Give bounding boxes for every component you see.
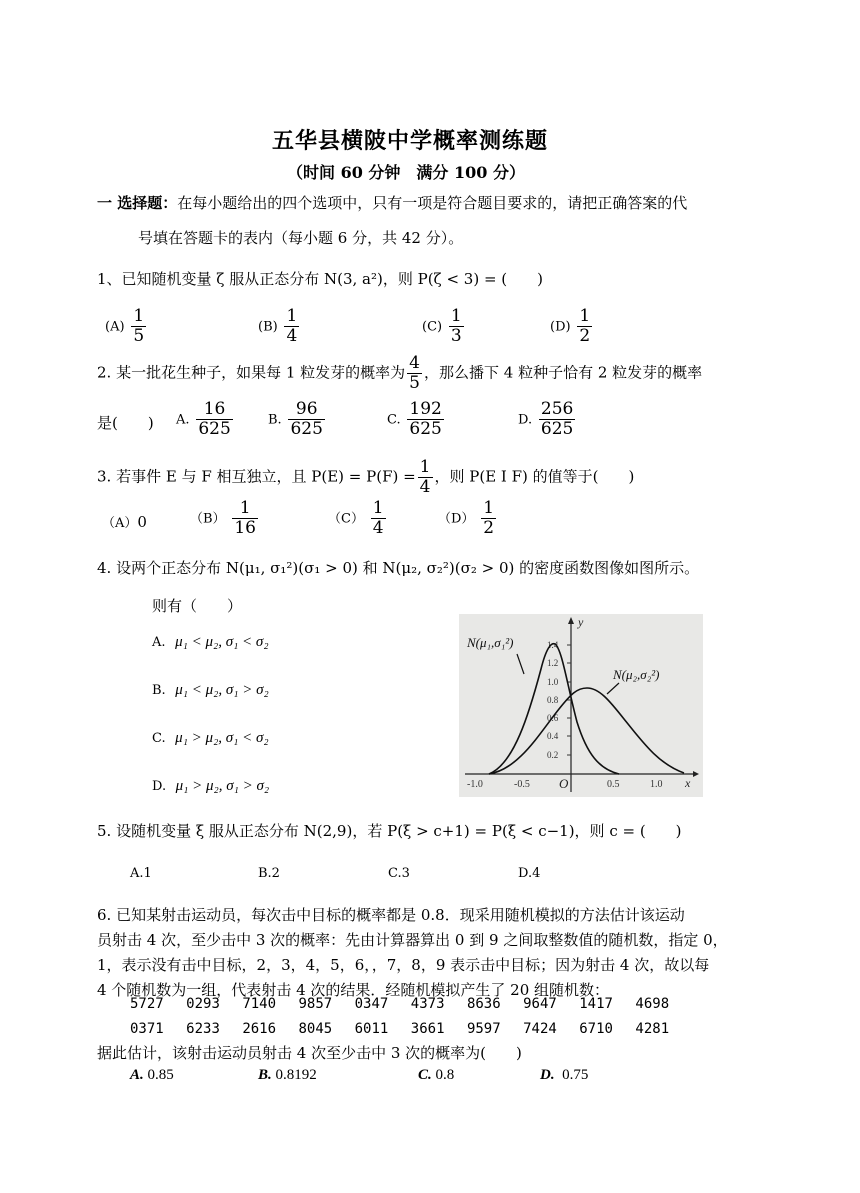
option-label: B. bbox=[152, 683, 166, 698]
x-tick-label: 1.0 bbox=[650, 779, 663, 790]
curve-1-pointer bbox=[517, 654, 524, 674]
y-tick-label: 0.8 bbox=[547, 695, 559, 705]
y-tick-label: 1.0 bbox=[547, 677, 559, 687]
question-4-text: 4. 设两个正态分布 N(μ₁, σ₁²)(σ₁ > 0) 和 N(μ₂, σ₂²)(σ₂ > 0) 的密度函数图像如图所示。 bbox=[97, 559, 700, 577]
curve-2-pointer bbox=[607, 683, 619, 694]
curve-2 bbox=[489, 688, 684, 774]
curve-1-label: N(μ₁,σ₁²) bbox=[467, 635, 514, 650]
option-label: D. bbox=[518, 412, 533, 428]
section-heading bbox=[97, 193, 687, 213]
q3-option-c[interactable] bbox=[328, 499, 388, 538]
fraction: $\frac{4}{5}$ bbox=[409, 353, 420, 393]
question-4-prompt: 则有（ ） bbox=[152, 597, 243, 615]
q5-option-c[interactable]: C.3 bbox=[388, 866, 410, 881]
option-label: A. bbox=[176, 412, 190, 428]
fraction: $\frac{192}{625}$ bbox=[409, 399, 442, 439]
option-label: (D) bbox=[550, 319, 571, 335]
curve-2-label: N(μ₂,σ₂²) bbox=[613, 667, 660, 682]
option-label: D. bbox=[152, 779, 167, 794]
q1-option-d[interactable] bbox=[550, 307, 594, 346]
q2-option-b[interactable] bbox=[268, 400, 327, 439]
y-tick-label: 1.4 bbox=[547, 640, 559, 650]
q3-option-d[interactable] bbox=[438, 499, 498, 538]
option-label: (A) bbox=[105, 319, 125, 335]
q5-option-d[interactable]: D.4 bbox=[518, 866, 541, 881]
question-3-text bbox=[97, 458, 634, 497]
x-axis-arrow bbox=[693, 771, 699, 777]
q5-option-a[interactable]: A.1 bbox=[130, 866, 152, 881]
option-label: （C） bbox=[328, 511, 364, 527]
option-label: （B） bbox=[190, 511, 226, 527]
q3-option-a[interactable] bbox=[102, 512, 147, 534]
option-value: μ₁ < μ₂, σ₁ < σ₂ bbox=[175, 634, 269, 650]
q3-option-b[interactable] bbox=[190, 499, 260, 538]
fraction: $\frac{256}{625}$ bbox=[540, 399, 574, 439]
question-2-stem: 是( ) bbox=[97, 414, 154, 432]
q2-text-a: 2. 某一批花生种子，如果每 1 粒发芽的概率为 bbox=[97, 363, 406, 382]
y-tick-label: 0.6 bbox=[547, 713, 559, 723]
q2-option-d[interactable] bbox=[518, 400, 577, 439]
y-axis-label: y bbox=[578, 615, 584, 629]
option-label: A. bbox=[152, 635, 166, 650]
x-tick-label: 0.5 bbox=[607, 779, 620, 790]
option-label: (C) bbox=[422, 319, 443, 335]
q4-option-b[interactable] bbox=[152, 679, 269, 701]
q2-text-b: ，那么播下 4 粒种子恰有 2 粒发芽的概率 bbox=[424, 363, 703, 382]
y-axis-arrow bbox=[568, 617, 574, 624]
random-numbers-row-1: 5727 0293 7140 9857 0347 4373 8636 9647 1417 4698 bbox=[130, 996, 670, 1012]
q6-option-b[interactable]: B. 0.8192 bbox=[258, 1067, 317, 1083]
fraction: $\frac{1}{4}$ bbox=[286, 306, 298, 346]
origin-label: O bbox=[559, 776, 569, 791]
section-instruction-1: 在每小题给出的四个选项中，只有一项是符合题目要求的，请把正确答案的代 bbox=[177, 194, 688, 212]
x-axis-label: x bbox=[685, 776, 691, 790]
section-label: 一 选择题： bbox=[97, 194, 178, 212]
q4-option-d[interactable] bbox=[152, 775, 269, 797]
question-6-line-3: 1，表示没有击中目标，2，3，4，5，6，，7，8，9 表示击中目标；因为射击 4 次，故以每 bbox=[97, 956, 710, 974]
q2-option-a[interactable] bbox=[176, 400, 235, 439]
y-tick-label: 1.2 bbox=[547, 658, 559, 668]
density-curves-plot bbox=[459, 614, 703, 797]
fraction: $\frac{1}{2}$ bbox=[579, 306, 591, 346]
q5-option-b[interactable]: B.2 bbox=[258, 866, 280, 881]
q1-option-b[interactable] bbox=[258, 307, 301, 346]
question-6-line-2: 员射击 4 次，至少击中 3 次的概率：先由计算器算出 0 到 9 之间取整数值的随机数，指定 0， bbox=[97, 931, 728, 949]
question-6-prompt: 据此估计，该射击运动员射击 4 次至少击中 3 次的概率为( ) bbox=[97, 1044, 522, 1062]
option-label: (B) bbox=[258, 319, 278, 335]
question-5-text: 5. 设随机变量 ξ 服从正态分布 N(2,9)，若 P(ξ > c+1) = P(ξ < c−1)，则 c = ( ) bbox=[97, 822, 682, 840]
option-label: （A） bbox=[102, 516, 138, 531]
q4-option-c[interactable] bbox=[152, 727, 269, 749]
q1-option-c[interactable] bbox=[422, 307, 466, 346]
option-value: 0 bbox=[137, 513, 147, 531]
option-label: B. bbox=[268, 412, 282, 428]
page-subtitle: （时间 60 分钟 满分 100 分） bbox=[287, 163, 525, 182]
fraction: $\frac{1}{4}$ bbox=[419, 457, 431, 497]
x-tick-label: -1.0 bbox=[467, 779, 483, 790]
q6-option-c[interactable]: C. 0.8 bbox=[418, 1067, 455, 1083]
q3-text-a: 3. 若事件 E 与 F 相互独立，且 P(E) = P(F) = bbox=[97, 467, 416, 486]
fraction: $\frac{1}{2}$ bbox=[483, 498, 495, 538]
q2-option-c[interactable] bbox=[387, 400, 446, 439]
fraction: $\frac{1}{3}$ bbox=[450, 306, 462, 346]
page-title: 五华县横陂中学概率测练题 bbox=[272, 128, 549, 154]
q4-option-a[interactable] bbox=[152, 631, 269, 653]
question-6-line-1: 6. 已知某射击运动员，每次击中目标的概率都是 0.8．现采用随机模拟的方法估计该运动 bbox=[97, 906, 685, 924]
question-6-line-4: 4 个随机数为一组，代表射击 4 次的结果．经随机模拟产生了 20 组随机数： bbox=[97, 981, 610, 999]
q1-option-a[interactable] bbox=[105, 307, 148, 346]
y-tick-label: 0.4 bbox=[547, 731, 559, 741]
option-label: （D） bbox=[438, 511, 475, 527]
y-tick-label: 0.2 bbox=[547, 750, 559, 760]
option-label: C. bbox=[152, 731, 166, 746]
q6-option-a[interactable]: A. 0.85 bbox=[130, 1067, 174, 1083]
option-value: μ₁ > μ₂, σ₁ < σ₂ bbox=[175, 730, 269, 746]
question-1-text: 1、已知随机变量 ζ 服从正态分布 N(3, a²)，则 P(ζ < 3) = ( ) bbox=[97, 270, 543, 288]
random-numbers-row-2: 0371 6233 2616 8045 6011 3661 9597 7424 6710 4281 bbox=[130, 1021, 670, 1037]
option-value: μ₁ > μ₂, σ₁ > σ₂ bbox=[175, 778, 270, 794]
fraction: $\frac{1}{4}$ bbox=[372, 498, 384, 538]
normal-density-figure bbox=[459, 614, 703, 797]
fraction: $\frac{1}{16}$ bbox=[234, 498, 256, 538]
q6-option-d[interactable]: D. 0.75 bbox=[540, 1067, 589, 1083]
x-tick-label: -0.5 bbox=[514, 779, 530, 790]
option-value: μ₁ < μ₂, σ₁ > σ₂ bbox=[175, 682, 269, 698]
section-instruction-2: 号填在答题卡的表内（每小题 6 分，共 42 分）。 bbox=[138, 229, 464, 247]
fraction: $\frac{1}{5}$ bbox=[133, 306, 145, 346]
question-2-text bbox=[97, 354, 702, 393]
fraction: $\frac{96}{625}$ bbox=[290, 399, 323, 439]
q3-text-b: ，则 P(E I F) 的值等于( ) bbox=[434, 467, 635, 486]
option-label: C. bbox=[387, 412, 401, 428]
fraction: $\frac{16}{625}$ bbox=[198, 399, 231, 439]
